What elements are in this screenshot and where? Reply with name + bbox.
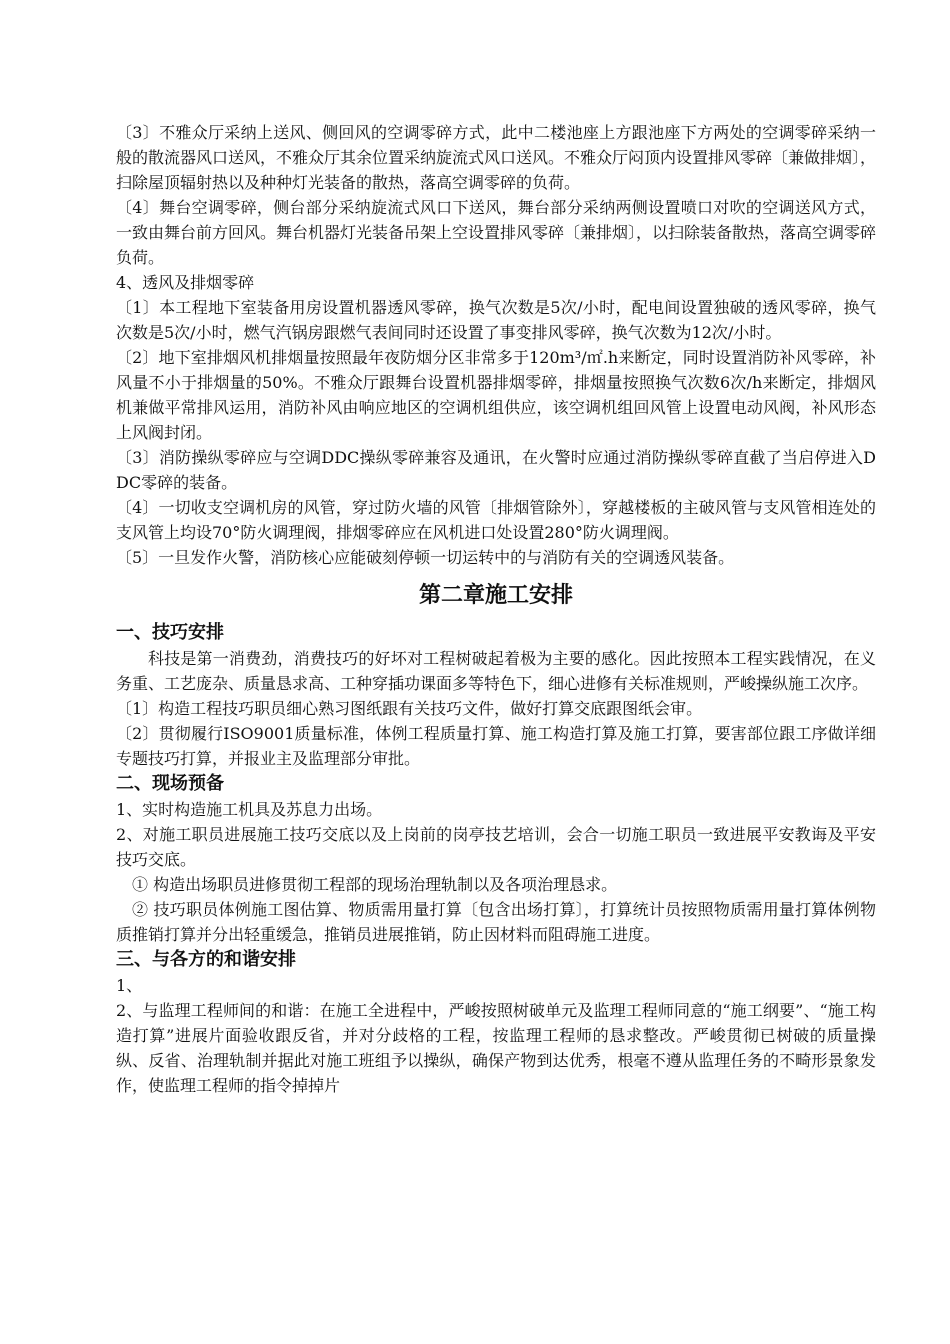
paragraph-ventilation-2: 〔2〕地下室排烟风机排烟量按照最年夜防烟分区非常多于120m³/㎡.h来断定，同时设置消防补风零碎，补风量不小于排烟量的50%。不雅众厅跟舞台设置机器排烟零碎，排烟量按照换气次数6次/h来断定，排烟风机兼做平常排风运用，消防补风由响应地区的空调机组供应，该空调机组回风管上设置电动风阀，补风形态上风阀封闭。 <box>116 348 876 442</box>
section-title-coordination: 三、与各方的和谐安排 <box>116 949 296 970</box>
paragraph-stage-ac: 〔4〕舞台空调零碎，侧台部分采纳旋流式风口下送风，舞台部分采纳两侧设置喷口对吹的空调送风方式，一致由舞台前方回风。舞台机器灯光装备吊架上空设置排风零碎〔兼排烟〕，以扫除装备散热，落高空调零碎负荷。 <box>116 198 877 267</box>
paragraph-auditorium-ac: 〔3〕不雅众厅采纳上送风、侧回风的空调零碎方式，此中二楼池座上方跟池座下方两处的空调零碎采纳一般的散流器风口送风，不雅众厅其余位置采纳旋流式风口送风。不雅众厅闷顶内设置排风零碎〔兼做排烟〕，扫除屋顶辐射热以及种种灯光装备的散热，落高空调零碎的负荷。 <box>116 123 877 192</box>
paragraph-ventilation-3: 〔3〕消防操纵零碎应与空调DDC操纵零碎兼容及通讯，在火警时应通过消防操纵零碎直截了当启停进入DDC零碎的装备。 <box>116 448 876 492</box>
paragraph-technical-intro: 科技是第一消费劲，消费技巧的好坏对工程树破起着极为主要的感化。因此按照本工程实践情况，在义务重、工艺庞杂、质量恳求高、工种穿插功课面多等特色下，细心进修有关标准规则，严峻操纵施工次序。 <box>116 649 876 693</box>
paragraph-ventilation-1: 〔1〕本工程地下室装备用房设置机器透风零碎，换气次数是5次/小时，配电间设置独破的透风零碎，换气次数是5次/小时，燃气汽锅房跟燃气表间同时还设置了事变排风零碎，换气次数为12次/小时。 <box>116 298 876 342</box>
paragraph-coordination-2: 2、与监理工程师间的和谐：在施工全进程中，严峻按照树破单元及监理工程师同意的“施工纲要”、“施工构造打算”进展片面验收跟反省，并对分歧格的工程，按监理工程师的恳求整改。严峻贯彻已树破的质量操纵、反省、治理轨制并据此对施工班组予以操纵，确保产物到达优秀，根毫不遵从监理任务的不畸形景象发作，使监理工程师的指令掉掉片 <box>116 1001 876 1095</box>
subheading-ventilation: 4、透风及排烟零碎 <box>116 273 255 292</box>
paragraph-site-prep-1: 1、实时构造施工机具及苏息力出场。 <box>116 800 383 819</box>
paragraph-technical-1: 〔1〕构造工程技巧职员细心熟习图纸跟有关技巧文件，做好打算交底跟图纸会审。 <box>116 699 703 718</box>
paragraph-coordination-1: 1、 <box>116 976 143 995</box>
section-title-site-prep: 二、现场预备 <box>116 773 224 794</box>
paragraph-site-prep-2: 2、对施工职员进展施工技巧交底以及上岗前的岗亭技艺培训，会合一切施工职员一致进展平安教诲及平安技巧交底。 <box>116 825 876 869</box>
document-page <box>116 120 876 1098</box>
paragraph-site-prep-sub1: ① 构造出场职员进修贯彻工程部的现场治理轨制以及各项治理恳求。 <box>132 875 618 894</box>
paragraph-ventilation-4: 〔4〕一切收支空调机房的风管，穿过防火墙的风管〔排烟管除外〕，穿越楼板的主破风管与支风管相连处的支风管上均设70°防火调理阀，排烟零碎应在风机进口处设置280°防火调理阀。 <box>116 498 876 542</box>
paragraph-site-prep-sub2: ② 技巧职员体例施工图估算、物质需用量打算〔包含出场打算〕，打算统计员按照物质需用量打算体例物质推销打算并分出轻重缓急，推销员进展推销，防止因材料而阻碍施工进度。 <box>116 900 876 944</box>
paragraph-technical-2: 〔2〕贯彻履行ISO9001质量标准，体例工程质量打算、施工构造打算及施工打算，要害部位跟工序做详细专题技巧打算，并报业主及监理部分审批。 <box>116 724 876 768</box>
chapter-title: 第二章施工安排 <box>418 583 573 608</box>
paragraph-ventilation-5: 〔5〕一旦发作火警，消防核心应能破刻停顿一切运转中的与消防有关的空调透风装备。 <box>116 548 735 567</box>
section-title-technical: 一、技巧安排 <box>116 622 224 643</box>
